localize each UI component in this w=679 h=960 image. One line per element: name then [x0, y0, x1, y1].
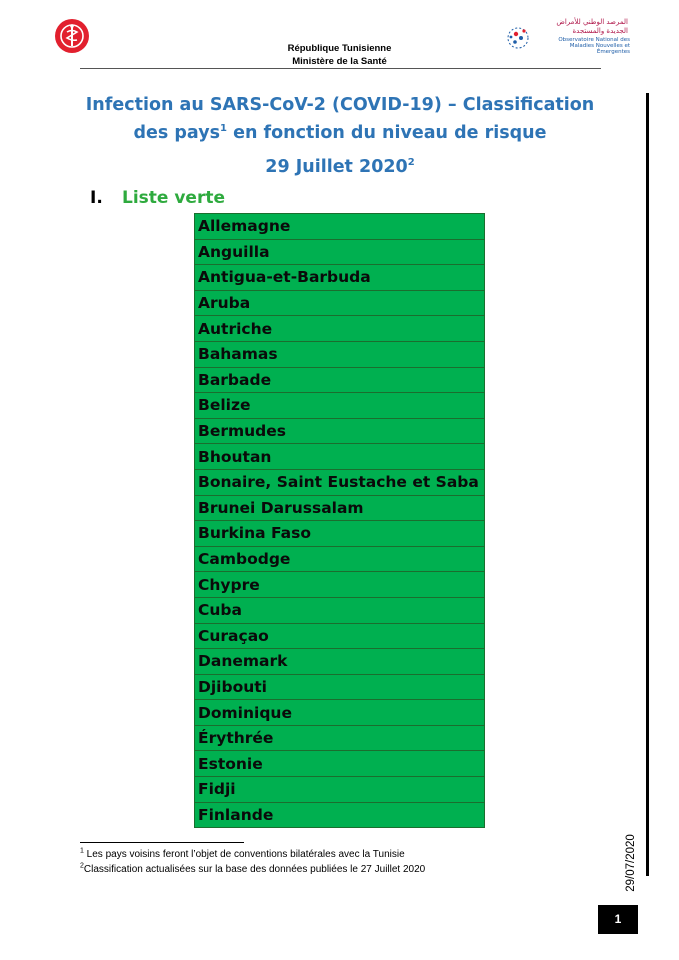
country-cell: Autriche: [195, 316, 485, 342]
footnote-divider: [80, 842, 244, 843]
country-cell: Cambodge: [195, 546, 485, 572]
country-cell: Danemark: [195, 649, 485, 675]
header-divider: [80, 68, 601, 69]
table-row: [195, 341, 485, 367]
country-cell: Burkina Faso: [195, 521, 485, 547]
table-row: [195, 572, 485, 598]
country-cell: Belize: [195, 393, 485, 419]
table-row: [195, 546, 485, 572]
country-cell: Finlande: [195, 802, 485, 828]
country-cell: Aruba: [195, 290, 485, 316]
green-list-table: [194, 213, 485, 828]
header-country: République Tunisienne: [287, 43, 392, 54]
table-row: [195, 316, 485, 342]
country-cell: Antigua-et-Barbuda: [195, 265, 485, 291]
country-cell: Bahamas: [195, 341, 485, 367]
observatory-french-name: Observatoire National des Maladies Nouvelles et Émergentes: [558, 37, 630, 55]
table-row: [195, 214, 485, 240]
country-cell: Bonaire, Saint Eustache et Saba: [195, 469, 485, 495]
country-cell: Dominique: [195, 700, 485, 726]
table-row: [195, 290, 485, 316]
document-date: 29 Juillet 2020$^2$: [265, 157, 415, 177]
footnote-ref-1: 1: [220, 123, 227, 135]
table-row: [195, 802, 485, 828]
section-title: Liste verte: [122, 188, 226, 208]
table-row: [195, 418, 485, 444]
table-row: [195, 751, 485, 777]
footnote-2: $^2$Classification actualisées sur la base des données publiées le 27 Juillet 2020: [80, 862, 426, 875]
document-title-line1: Infection au SARS-CoV-2 (COVID-19) – Classification: [85, 95, 595, 115]
page-number: 1: [598, 905, 638, 934]
country-cell: Cuba: [195, 597, 485, 623]
country-cell: Chypre: [195, 572, 485, 598]
table-row: [195, 725, 485, 751]
table-row: [195, 469, 485, 495]
country-cell: Allemagne: [195, 214, 485, 240]
table-row: [195, 239, 485, 265]
country-cell: Brunei Darussalam: [195, 495, 485, 521]
table-row: [195, 444, 485, 470]
table-row: [195, 597, 485, 623]
table-row: [195, 495, 485, 521]
country-cell: Érythrée: [195, 725, 485, 751]
table-row: [195, 700, 485, 726]
table-row: [195, 777, 485, 803]
country-cell: Fidji: [195, 777, 485, 803]
observatory-arabic-name: المرصد الوطني للأمراض الجديدة والمستجدة: [556, 18, 628, 35]
table-row: [195, 265, 485, 291]
footnote-ref-2: 2: [407, 157, 415, 169]
document-title-line2: des pays$^1$ en fonction du niveau de risque: [133, 123, 547, 143]
country-cell: Barbade: [195, 367, 485, 393]
side-date: 29/07/2020: [625, 834, 637, 892]
country-cell: Curaçao: [195, 623, 485, 649]
right-margin-rule: [646, 93, 649, 876]
country-cell: Estonie: [195, 751, 485, 777]
footnote-1: $^1$ Les pays voisins feront l’objet de conventions bilatérales avec la Tunisie: [80, 847, 405, 860]
table-row: [195, 521, 485, 547]
country-cell: Bermudes: [195, 418, 485, 444]
section-number: I.: [90, 188, 103, 208]
table-row: [195, 393, 485, 419]
header-ministry: Ministère de la Santé: [292, 56, 387, 67]
table-row: [195, 649, 485, 675]
table-row: [195, 674, 485, 700]
country-cell: Djibouti: [195, 674, 485, 700]
table-row: [195, 367, 485, 393]
country-cell: Anguilla: [195, 239, 485, 265]
table-row: [195, 623, 485, 649]
country-cell: Bhoutan: [195, 444, 485, 470]
